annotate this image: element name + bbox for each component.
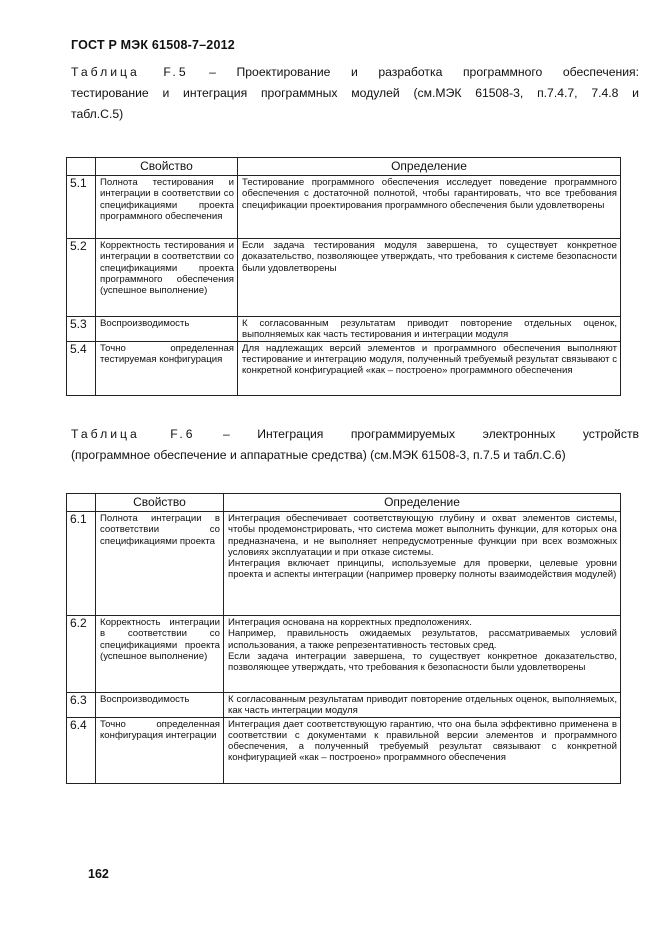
table-row bbox=[67, 317, 621, 341]
definition-paragraph: Для надлежащих версий элементов и программного обеспечения выполняют тестирование и интеграцию модуля, полученный требуемый результат связывают с конкретной конфигурацией «как – построено» программного обеспечения bbox=[242, 342, 617, 377]
table-row bbox=[67, 616, 621, 693]
row-definition bbox=[238, 176, 621, 239]
row-definition bbox=[238, 341, 621, 395]
property-header: Свойство bbox=[96, 494, 224, 512]
row-definition bbox=[224, 512, 621, 616]
table-header-row bbox=[67, 158, 621, 176]
row-definition bbox=[224, 693, 621, 717]
table-row bbox=[67, 239, 621, 317]
row-property: Полнота тестирования и интеграции в соответствии со спецификациями проекта программного обеспечения bbox=[96, 176, 238, 239]
definition-paragraph: Например, правильность ожидаемых результатов, рассматриваемых условий использования, а также репрезентативность тестовых сред. bbox=[228, 628, 617, 651]
row-property: Полнота интеграции в соответствии со спецификациями проекта bbox=[96, 512, 224, 616]
document-header: ГОСТ Р МЭК 61508-7–2012 bbox=[71, 38, 235, 52]
row-number: 5.2 bbox=[67, 239, 96, 317]
table5-caption bbox=[71, 62, 639, 125]
table-f5 bbox=[66, 157, 621, 396]
row-property: Воспроизводимость bbox=[96, 317, 238, 341]
table-row bbox=[67, 512, 621, 616]
table-f6 bbox=[66, 493, 621, 784]
num-header-cell bbox=[67, 494, 96, 512]
definition-paragraph: Интеграция включает принципы, используемые для проверки, целевые уровни проекта и аспекты интеграции (например проверку полноты взаимодействия модулей) bbox=[228, 558, 617, 581]
table-header-row bbox=[67, 494, 621, 512]
row-property: Точно определенная конфигурация интеграции bbox=[96, 717, 224, 783]
definition-paragraph: Интеграция основана на корректных предположениях. bbox=[228, 617, 472, 629]
table5-caption-label: Таблица F.5 bbox=[71, 65, 189, 79]
row-number: 6.1 bbox=[67, 512, 96, 616]
row-definition bbox=[224, 616, 621, 693]
row-property: Точно определенная тестируемая конфигурация bbox=[96, 341, 238, 395]
row-property: Воспроизводимость bbox=[96, 693, 224, 717]
table5-caption-line1: – Проектирование и разработка программного обеспечения: bbox=[209, 65, 639, 79]
definition-paragraph: Если задача тестирования модуля завершена, то существует конкретное доказательство, позволяющее утверждать, что требования к системе безопасности были удовлетворены bbox=[242, 240, 617, 274]
row-number: 5.3 bbox=[67, 317, 96, 341]
table6-caption-label: Таблица F.6 bbox=[71, 427, 196, 441]
definition-header: Определение bbox=[238, 158, 621, 176]
definition-paragraph: Интеграция дает соответствующую гарантию, что она была эффективно применена в соответствии с документами к правильной версии элементов и программного обеспечения, а полученный требуемый результат связывают с конкретной конфигурацией «как – построено» программного обеспечения bbox=[228, 718, 617, 764]
table6-caption bbox=[71, 424, 639, 466]
table6-caption-line2: (программное обеспечение и аппаратные средства) (см.МЭК 61508-3, п.7.5 и табл.С.6) bbox=[71, 448, 566, 462]
row-number: 5.1 bbox=[67, 176, 96, 239]
definition-paragraph: К согласованным результатам приводит повторение отдельных оценок, выполняемых, как часть интеграции модуля bbox=[228, 694, 617, 717]
table-row bbox=[67, 176, 621, 239]
definition-paragraph: Если задача интеграции завершена, то существует конкретное доказательство, позволяющее утверждать, что требования к безопасности были удовлетворены bbox=[228, 650, 617, 674]
row-definition bbox=[238, 317, 621, 341]
row-number: 6.3 bbox=[67, 693, 96, 717]
table5-caption-line3: табл.С.5) bbox=[71, 107, 124, 121]
row-number: 6.4 bbox=[67, 717, 96, 783]
table-row bbox=[67, 693, 621, 717]
definition-paragraph: Тестирование программного обеспечения исследует поведение программного обеспечения с достаточной полнотой, чтобы гарантировать, что все требования спецификации проектирования программного обеспечения были удовлетворены bbox=[242, 177, 617, 211]
definition-header: Определение bbox=[224, 494, 621, 512]
page-number: 162 bbox=[88, 867, 109, 881]
definition-paragraph: К согласованным результатам приводит повторение отдельных оценок, выполняемых как часть тестирования и интеграции модуля bbox=[242, 318, 617, 341]
table5-caption-line2: тестирование и интеграция программных модулей (см.МЭК 61508-3, п.7.4.7, 7.4.8 и bbox=[71, 86, 639, 100]
num-header-cell bbox=[67, 158, 96, 176]
row-property: Корректность тестирования и интеграции в соответствии со спецификациями проекта программного обеспечения (успешное выполнение) bbox=[96, 239, 238, 317]
property-header: Свойство bbox=[96, 158, 238, 176]
row-definition bbox=[224, 717, 621, 783]
definition-paragraph: Интеграция обеспечивает соответствующую глубину и охват элементов системы, чтобы продемонстрировать, что система может выполнить функции, для которых она предназначена, и не выполняет непредусмотренные функции при всех возможных условиях эксплуатации и при отказе системы. bbox=[228, 513, 617, 558]
table-row bbox=[67, 717, 621, 783]
table-row bbox=[67, 341, 621, 395]
table6-caption-line1: – Интеграция программируемых электронных устройств bbox=[223, 427, 639, 441]
row-property: Корректность интеграции в соответствии со спецификациями проекта (успешное выполнение) bbox=[96, 616, 224, 693]
row-number: 6.2 bbox=[67, 616, 96, 693]
row-number: 5.4 bbox=[67, 341, 96, 395]
row-definition bbox=[238, 239, 621, 317]
